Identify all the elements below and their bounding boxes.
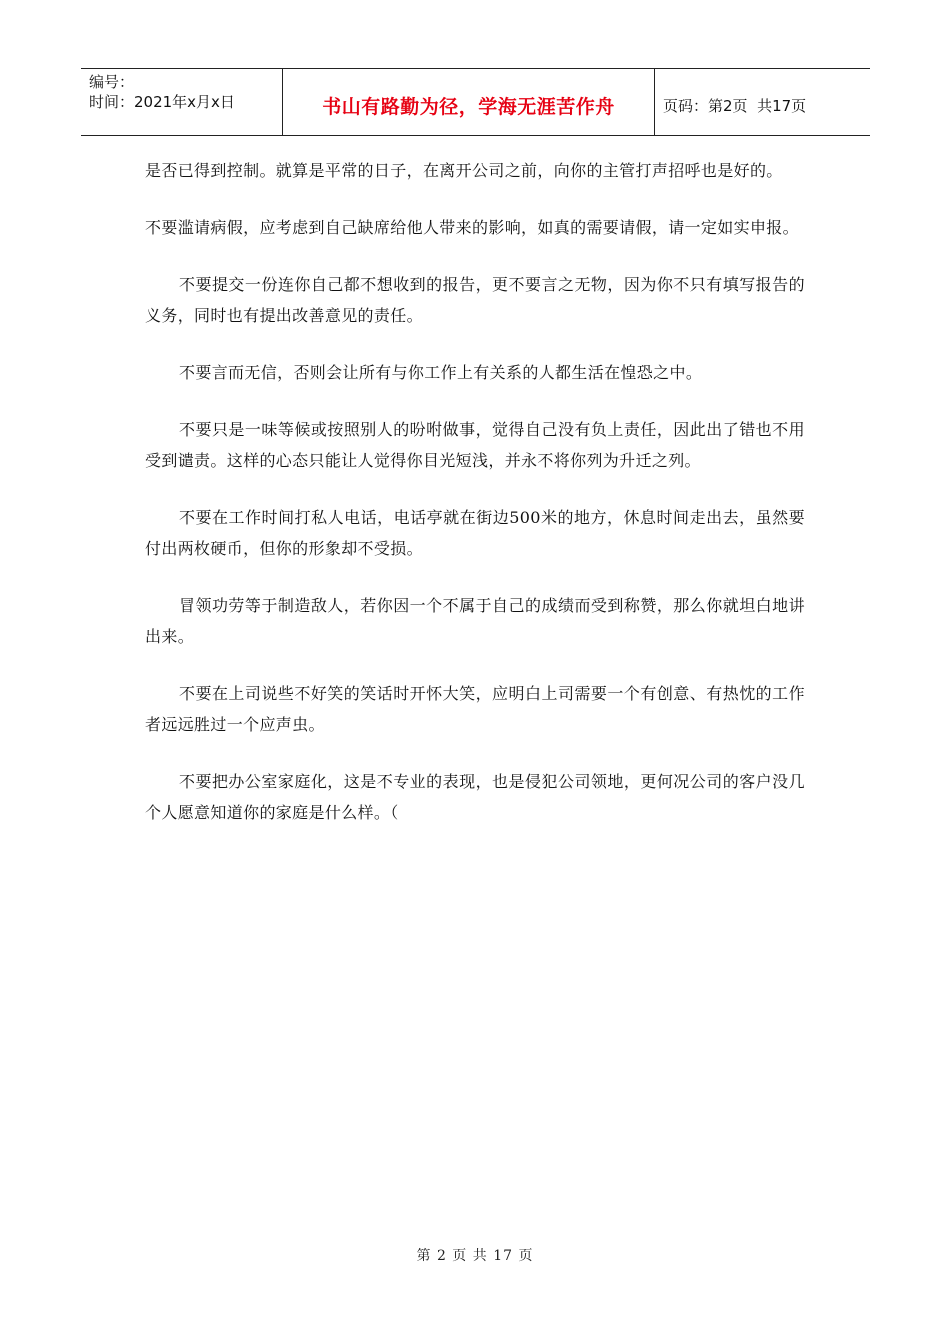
header-meta-cell	[81, 69, 282, 135]
document-time-label: 时间：2021年x月x日	[89, 93, 235, 111]
paragraph: 是否已得到控制。就算是平常的日子，在离开公司之前，向你的主管打声招呼也是好的。	[145, 161, 783, 180]
header-motto: 书山有路勤为径，学海无涯苦作舟	[322, 95, 615, 118]
paragraph: 不要把办公室家庭化，这是不专业的表现，也是侵犯公司领地，更何况公司的客户没几个人愿意知道你的家庭是什么样。（	[145, 772, 805, 822]
paragraph: 冒领功劳等于制造敌人，若你因一个不属于自己的成绩而受到称赞，那么你就坦白地讲出来。	[145, 596, 805, 646]
header-page-info: 页码：第2页 共17页	[663, 96, 807, 115]
document-body	[145, 155, 805, 854]
paragraph: 不要言而无信，否则会让所有与你工作上有关系的人都生活在惶恐之中。	[179, 363, 703, 382]
page-header-table	[81, 68, 870, 136]
paragraph: 不要只是一味等候或按照别人的吩咐做事，觉得自己没有负上责任，因此出了错也不用受到谴责。这样的心态只能让人觉得你目光短浅，并永不将你列为升迁之列。	[145, 420, 805, 470]
footer-page-number: 第 2 页 共 17 页	[416, 1248, 534, 1264]
document-number-label: 编号：	[89, 73, 135, 91]
paragraph: 不要在工作时间打私人电话，电话亭就在街边500米的地方，休息时间走出去，虽然要付出两枚硬币，但你的形象却不受损。	[145, 508, 805, 558]
paragraph: 不要在上司说些不好笑的笑话时开怀大笑，应明白上司需要一个有创意、有热忱的工作者远远胜过一个应声虫。	[145, 684, 805, 734]
paragraph: 不要滥请病假，应考虑到自己缺席给他人带来的影响，如真的需要请假，请一定如实申报。	[145, 218, 800, 237]
page-footer	[0, 1245, 950, 1265]
paragraph: 不要提交一份连你自己都不想收到的报告，更不要言之无物，因为你不只有填写报告的义务，同时也有提出改善意见的责任。	[145, 275, 805, 325]
header-motto-cell	[282, 69, 655, 135]
header-page-cell	[655, 69, 870, 135]
